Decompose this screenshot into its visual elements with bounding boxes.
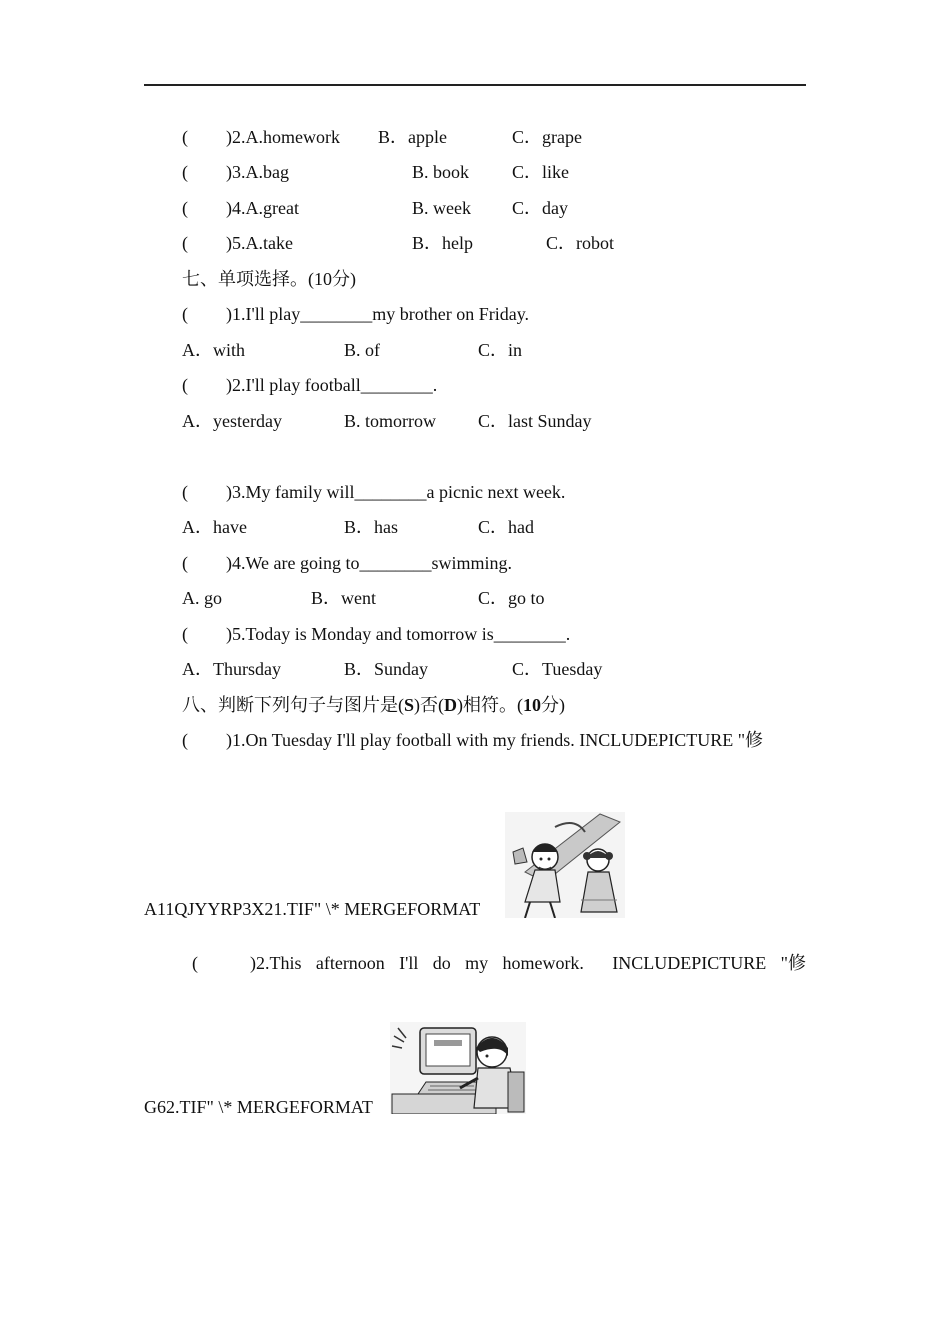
choice-a: A．Thursday [182, 659, 281, 679]
answer-paren: ( [182, 233, 188, 253]
item-option-b: B. book [412, 162, 470, 182]
section8-heading: 八、判断下列句子与图片是(S)否(D)相符。(10分) [182, 695, 566, 715]
item-option-a: )5.A.take [226, 233, 293, 253]
choice-b: B. of [344, 340, 380, 360]
item-option-a: )4.A.great [226, 198, 299, 218]
choice-b: B．Sunday [344, 659, 429, 679]
item-option-c: C．robot [546, 233, 615, 253]
answer-paren: ( [182, 162, 188, 182]
kids-playing-picture [505, 812, 625, 918]
choice-a: A．with [182, 340, 245, 360]
item-option-c: C．grape [512, 127, 582, 147]
choice-b: B．went [311, 588, 376, 608]
answer-paren: ( [182, 198, 188, 218]
question-stem: )3.My family will________a picnic next week. [226, 482, 566, 502]
choice-c: C．Tuesday [512, 659, 603, 679]
question-stem: )1.On Tuesday I'll play football with my friends. INCLUDEPICTURE "修 [226, 730, 764, 750]
item-option-c: C．day [512, 198, 568, 218]
answer-paren: ( [182, 553, 188, 573]
choice-a: A. go [182, 588, 222, 608]
answer-paren: ( [182, 482, 188, 502]
question-stem: )2.This afternoon I'll do my homework. INCLUDEPICTURE "修 [250, 953, 806, 973]
item-option-a: )2.A.homework [226, 127, 340, 147]
answer-paren: ( [182, 375, 188, 395]
choice-b: B．has [344, 517, 398, 537]
choice-a: A．have [182, 517, 247, 537]
field-code-text: G62.TIF" \* MERGEFORMAT [144, 1097, 373, 1117]
question-stem: )4.We are going to________swimming. [226, 553, 513, 573]
child-at-computer-picture [390, 1022, 526, 1114]
choice-c: C．in [478, 340, 523, 360]
answer-paren: ( [182, 730, 188, 750]
item-option-a: )3.A.bag [226, 162, 289, 182]
item-option-b: B．apple [378, 127, 447, 147]
choice-c: C．go to [478, 588, 545, 608]
choice-a: A．yesterday [182, 411, 282, 431]
item-option-b: B. week [412, 198, 471, 218]
choice-c: C．last Sunday [478, 411, 592, 431]
item-option-b: B．help [412, 233, 473, 253]
answer-paren: ( [182, 127, 188, 147]
question-stem: )2.I'll play football________. [226, 375, 438, 395]
question-stem: )5.Today is Monday and tomorrow is________. [226, 624, 571, 644]
item-option-c: C．like [512, 162, 569, 182]
header-rule [144, 84, 806, 86]
answer-paren: ( [182, 624, 188, 644]
section7-heading: 七、单项选择。(10分) [182, 269, 356, 289]
answer-paren: ( [182, 304, 188, 324]
answer-paren: ( [192, 953, 198, 973]
field-code-text: A11QJYYRP3X21.TIF" \* MERGEFORMAT [144, 899, 481, 919]
choice-b: B. tomorrow [344, 411, 436, 431]
question-stem: )1.I'll play________my brother on Friday. [226, 304, 530, 324]
choice-c: C．had [478, 517, 534, 537]
